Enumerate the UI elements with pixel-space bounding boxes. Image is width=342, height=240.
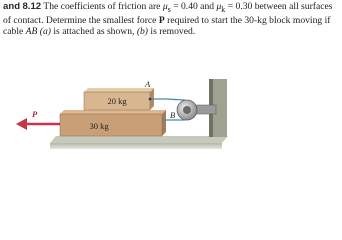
mu-s-subscript: s bbox=[167, 4, 171, 14]
floor bbox=[50, 136, 228, 149]
top-block bbox=[84, 88, 154, 110]
force-label: P bbox=[32, 109, 38, 119]
bottom-block-label: 30 kg bbox=[89, 121, 109, 131]
block-figure bbox=[0, 70, 342, 153]
problem-eq-1: = 0.40 and bbox=[173, 1, 215, 12]
problem-eq-2: = bbox=[227, 1, 234, 12]
problem-text-5: as shown, bbox=[96, 25, 135, 37]
problem-text-6: is removed. bbox=[150, 25, 196, 37]
mu-s-symbol: μ bbox=[162, 1, 168, 12]
force-arrow bbox=[16, 118, 60, 130]
bottom-block bbox=[60, 110, 166, 136]
problem-text-1: The coefficients of friction are bbox=[43, 1, 161, 12]
top-block-label: 20 kg bbox=[107, 96, 127, 106]
point-a-label: A bbox=[145, 79, 151, 89]
mu-k-subscript: k bbox=[221, 4, 226, 14]
problem-text-2: 0.30 between all surfaces of contact. Determine the smallest force bbox=[3, 1, 333, 26]
problem-prefix: and bbox=[3, 1, 21, 12]
part-a-label: (a) bbox=[39, 25, 51, 37]
mu-k-symbol: μ bbox=[216, 1, 222, 12]
part-b-label: (b) bbox=[136, 25, 148, 37]
problem-text-4: is attached bbox=[53, 25, 95, 37]
problem-number: 8.12 bbox=[22, 1, 42, 12]
problem-text-3: required to start the 30-kg block moving if cable bbox=[3, 14, 331, 37]
force-symbol: P bbox=[158, 14, 165, 26]
cable-label: AB bbox=[25, 25, 38, 37]
point-b-label: B bbox=[170, 110, 176, 120]
problem-text bbox=[3, 2, 340, 37]
